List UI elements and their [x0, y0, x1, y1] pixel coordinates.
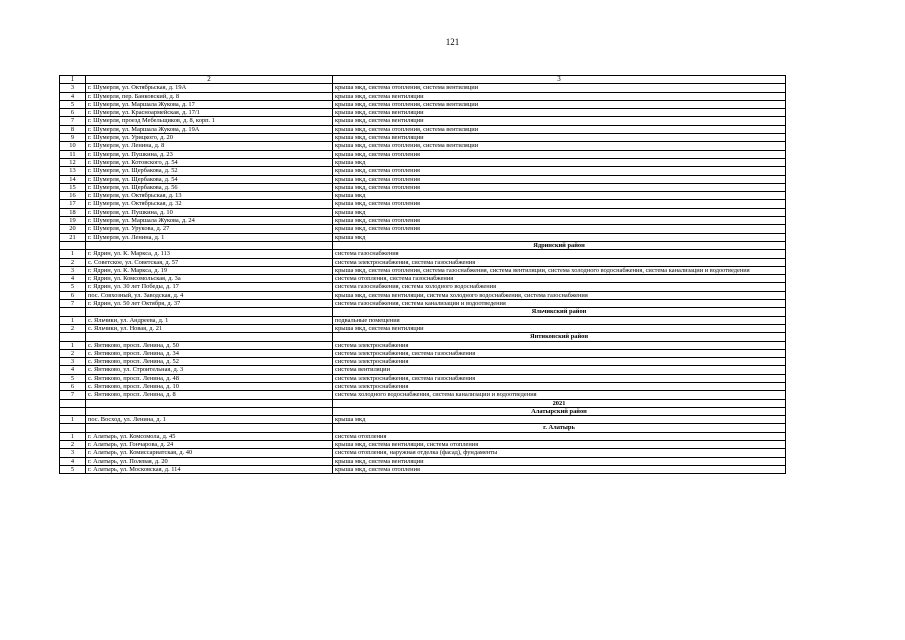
row-address: с. Яльчики, ул. Андреева, д. 1 — [86, 316, 333, 324]
table-row — [60, 125, 786, 133]
row-number: 5 — [60, 100, 86, 108]
row-works: крыша мкд, система вентиляции — [333, 109, 786, 117]
table-row — [60, 416, 786, 424]
row-address: с. Янтиково, ул. Строительная, д. 3 — [86, 366, 333, 374]
row-number: 21 — [60, 233, 86, 241]
row-number: 7 — [60, 300, 86, 308]
row-address: г. Шумерля, ул. Маршала Жукова, д. 24 — [86, 217, 333, 225]
row-number: 6 — [60, 109, 86, 117]
row-address: с. Янтиково, просп. Ленина, д. 8 — [86, 391, 333, 399]
row-address: г. Шумерля, пер. Банковский, д. 8 — [86, 92, 333, 100]
row-works: система электроснабжения — [333, 358, 786, 366]
section-title: Ядринский район — [333, 241, 786, 249]
row-address: г. Шумерля, ул. Ленина, д. 1 — [86, 233, 333, 241]
table-row — [60, 441, 786, 449]
section-address-empty — [86, 241, 333, 249]
table-row — [60, 349, 786, 357]
row-address: г. Шумерля, ул. Красноармейская, д. 17/1 — [86, 109, 333, 117]
section-number-empty — [60, 333, 86, 341]
table-row — [60, 192, 786, 200]
row-works: система электроснабжения, система газоснабжения — [333, 258, 786, 266]
row-works: крыша мкд — [333, 233, 786, 241]
row-works: крыша мкд, система вентиляции — [333, 324, 786, 332]
section-heading-row — [60, 399, 786, 407]
row-works: крыша мкд, система отопления, система газоснабжения, система вентиляции, система холодного водоснабжения, система канализации и водоотведения — [333, 266, 786, 274]
row-number: 17 — [60, 200, 86, 208]
works-register-table — [59, 75, 786, 474]
row-works: система отопления, система газоснабжения — [333, 275, 786, 283]
table-row — [60, 183, 786, 191]
row-number: 2 — [60, 349, 86, 357]
row-works: крыша мкд, система отопления, система вентиляции — [333, 142, 786, 150]
row-works: крыша мкд, система отопления — [333, 217, 786, 225]
section-address-empty — [86, 424, 333, 432]
section-title: Янтиковский район — [333, 333, 786, 341]
row-works: крыша мкд, система вентиляции — [333, 134, 786, 142]
table-row — [60, 457, 786, 465]
table-row — [60, 250, 786, 258]
table-row — [60, 283, 786, 291]
section-number-empty — [60, 308, 86, 316]
row-works: крыша мкд — [333, 192, 786, 200]
section-address-empty — [86, 407, 333, 415]
row-number: 3 — [60, 449, 86, 457]
row-number: 5 — [60, 374, 86, 382]
table-row — [60, 233, 786, 241]
row-address: г. Алатырь, ул. Гончарова, д. 24 — [86, 441, 333, 449]
row-address: г. Шумерля, ул. Пушкина, д. 23 — [86, 150, 333, 158]
row-address: с. Янтиково, просп. Ленина, д. 48 — [86, 374, 333, 382]
section-address-empty — [86, 308, 333, 316]
row-number: 4 — [60, 275, 86, 283]
table-row — [60, 109, 786, 117]
row-works: система холодного водоснабжения, система канализации и водоотведения — [333, 391, 786, 399]
row-works: крыша мкд, система отопления — [333, 465, 786, 473]
section-number-empty — [60, 424, 86, 432]
table-row — [60, 142, 786, 150]
row-works: система газоснабжения — [333, 250, 786, 258]
row-number: 1 — [60, 250, 86, 258]
row-works: крыша мкд, система вентиляции, система холодного водоснабжения, система газоснабжения — [333, 291, 786, 299]
row-number: 7 — [60, 391, 86, 399]
row-works: крыша мкд — [333, 158, 786, 166]
table-row — [60, 432, 786, 440]
table-row — [60, 449, 786, 457]
row-works: крыша мкд, система отопления — [333, 175, 786, 183]
column-header-address: 2 — [86, 76, 333, 84]
row-works: крыша мкд — [333, 416, 786, 424]
row-number: 20 — [60, 225, 86, 233]
column-header-row — [60, 76, 786, 84]
row-number: 18 — [60, 208, 86, 216]
row-works: система газоснабжения, система канализации и водоотведения — [333, 300, 786, 308]
row-works: крыша мкд, система отопления, система вентиляции — [333, 100, 786, 108]
row-works: крыша мкд, система отопления, система вентиляции — [333, 84, 786, 92]
row-address: с. Янтиково, просп. Ленина, д. 52 — [86, 358, 333, 366]
row-number: 4 — [60, 457, 86, 465]
table-row — [60, 134, 786, 142]
row-works: крыша мкд, система вентиляции — [333, 117, 786, 125]
row-address: с. Янтиково, просп. Ленина, д. 10 — [86, 382, 333, 390]
row-works: система электроснабжения — [333, 341, 786, 349]
row-works: система электроснабжения, система газоснабжения — [333, 349, 786, 357]
row-works: система газоснабжения, система холодного водоснабжения — [333, 283, 786, 291]
row-works: крыша мкд, система вентиляции — [333, 92, 786, 100]
row-address: г. Алатырь, ул. Полевая, д. 20 — [86, 457, 333, 465]
row-address: г. Шумерля, ул. Щербакова, д. 52 — [86, 167, 333, 175]
row-number: 4 — [60, 366, 86, 374]
row-works: крыша мкд, система отопления, система вентиляции — [333, 125, 786, 133]
row-number: 3 — [60, 358, 86, 366]
row-number: 1 — [60, 432, 86, 440]
row-works: крыша мкд — [333, 208, 786, 216]
row-number: 3 — [60, 266, 86, 274]
row-works: система электроснабжения, система газоснабжения — [333, 374, 786, 382]
row-address: г. Ядрин, ул. К. Маркса, д. 19 — [86, 266, 333, 274]
table-row — [60, 117, 786, 125]
table-row — [60, 275, 786, 283]
row-address: г. Шумерля, ул. Щербакова, д. 56 — [86, 183, 333, 191]
row-address: пос. Восход, ул. Ленина, д. 1 — [86, 416, 333, 424]
column-header-number: 1 — [60, 76, 86, 84]
row-address: г. Шумерля, ул. Маршала Жукова, д. 19А — [86, 125, 333, 133]
row-number: 5 — [60, 465, 86, 473]
row-address: г. Шумерля, ул. Октябрьская, д. 13 — [86, 192, 333, 200]
row-works: подвальные помещения — [333, 316, 786, 324]
row-address: г. Шумерля, ул. Урукова, д. 27 — [86, 225, 333, 233]
row-address: г. Шумерля, ул. Щербакова, д. 54 — [86, 175, 333, 183]
row-number: 5 — [60, 283, 86, 291]
row-number: 1 — [60, 416, 86, 424]
table-row — [60, 266, 786, 274]
row-address: г. Шумерля, ул. Урицкого, д. 20 — [86, 134, 333, 142]
page-number: 121 — [445, 37, 460, 47]
row-works: система вентиляции — [333, 366, 786, 374]
row-address: г. Алатырь, ул. Комиссариатская, д. 40 — [86, 449, 333, 457]
row-number: 3 — [60, 84, 86, 92]
row-address: пос. Совхозный, ул. Заводская, д. 4 — [86, 291, 333, 299]
column-header-works: 3 — [333, 76, 786, 84]
row-works: крыша мкд, система вентиляции — [333, 457, 786, 465]
row-address: г. Шумерля, ул. Октябрьская, д. 32 — [86, 200, 333, 208]
row-works: система отопления — [333, 432, 786, 440]
row-works: система отопления, наружная отделка (фасад), фундаменты — [333, 449, 786, 457]
row-number: 12 — [60, 158, 86, 166]
row-works: крыша мкд, система вентиляции, система отопления — [333, 441, 786, 449]
row-address: г. Шумерля, ул. Октябрьская, д. 19А — [86, 84, 333, 92]
table-row — [60, 258, 786, 266]
section-title: 2021 — [333, 399, 786, 407]
row-number: 13 — [60, 167, 86, 175]
row-address: г. Шумерля, проезд Мебельщиков, д. 8, корп. 1 — [86, 117, 333, 125]
table-row — [60, 167, 786, 175]
section-heading-row — [60, 333, 786, 341]
row-address: г. Шумерля, ул. Котовского, д. 54 — [86, 158, 333, 166]
row-number: 4 — [60, 92, 86, 100]
row-address: с. Янтиково, просп. Ленина, д. 50 — [86, 341, 333, 349]
section-title: Алатырский район — [333, 407, 786, 415]
section-number-empty — [60, 241, 86, 249]
section-heading-row — [60, 241, 786, 249]
row-works: крыша мкд, система отопления — [333, 167, 786, 175]
row-address: г. Алатырь, ул. Московская, д. 114 — [86, 465, 333, 473]
table-row — [60, 391, 786, 399]
row-number: 11 — [60, 150, 86, 158]
row-works: крыша мкд, система отопления — [333, 200, 786, 208]
table-row — [60, 92, 786, 100]
table-row — [60, 175, 786, 183]
row-number: 10 — [60, 142, 86, 150]
section-heading-row — [60, 308, 786, 316]
section-address-empty — [86, 333, 333, 341]
table-row — [60, 225, 786, 233]
row-address: г. Ядрин, ул. 30 лет Победы, д. 17 — [86, 283, 333, 291]
row-address: с. Советское, ул. Советская, д. 57 — [86, 258, 333, 266]
table-body — [60, 76, 786, 474]
row-works: крыша мкд, система отопления — [333, 150, 786, 158]
row-number: 7 — [60, 117, 86, 125]
section-heading-row — [60, 424, 786, 432]
table-row — [60, 217, 786, 225]
section-number-empty — [60, 407, 86, 415]
row-address: г. Шумерля, ул. Маршала Жукова, д. 17 — [86, 100, 333, 108]
table-row — [60, 84, 786, 92]
table-row — [60, 374, 786, 382]
row-number: 16 — [60, 192, 86, 200]
section-number-empty — [60, 399, 86, 407]
row-number: 1 — [60, 316, 86, 324]
table-row — [60, 158, 786, 166]
row-number: 8 — [60, 125, 86, 133]
table-row — [60, 316, 786, 324]
table-row — [60, 465, 786, 473]
table-row — [60, 208, 786, 216]
section-title: г. Алатырь — [333, 424, 786, 432]
table-row — [60, 300, 786, 308]
row-number: 6 — [60, 291, 86, 299]
section-address-empty — [86, 399, 333, 407]
table-row — [60, 200, 786, 208]
section-title: Яльчикский район — [333, 308, 786, 316]
row-number: 2 — [60, 258, 86, 266]
row-number: 15 — [60, 183, 86, 191]
row-number: 1 — [60, 341, 86, 349]
table-row — [60, 358, 786, 366]
row-address: г. Алатырь, ул. Комсомола, д. 45 — [86, 432, 333, 440]
row-address: г. Ядрин, ул. Комсомольская, д. 3а — [86, 275, 333, 283]
row-number: 2 — [60, 324, 86, 332]
row-address: с. Янтиково, просп. Ленина, д. 34 — [86, 349, 333, 357]
row-address: с. Яльчики, ул. Новая, д. 21 — [86, 324, 333, 332]
row-works: крыша мкд, система отопления — [333, 225, 786, 233]
row-address: г. Шумерля, ул. Пушкина, д. 10 — [86, 208, 333, 216]
row-number: 6 — [60, 382, 86, 390]
row-address: г. Ядрин, ул. К. Маркса, д. 113 — [86, 250, 333, 258]
row-works: система электроснабжения — [333, 382, 786, 390]
row-number: 14 — [60, 175, 86, 183]
row-address: г. Шумерля, ул. Ленина, д. 8 — [86, 142, 333, 150]
table-row — [60, 366, 786, 374]
table-row — [60, 100, 786, 108]
table-row — [60, 341, 786, 349]
table-row — [60, 382, 786, 390]
table-row — [60, 150, 786, 158]
row-number: 19 — [60, 217, 86, 225]
row-address: г. Ядрин, ул. 50 лет Октября, д. 37 — [86, 300, 333, 308]
section-heading-row — [60, 407, 786, 415]
row-number: 9 — [60, 134, 86, 142]
table-row — [60, 324, 786, 332]
row-works: крыша мкд, система отопления — [333, 183, 786, 191]
table-row — [60, 291, 786, 299]
row-number: 2 — [60, 441, 86, 449]
